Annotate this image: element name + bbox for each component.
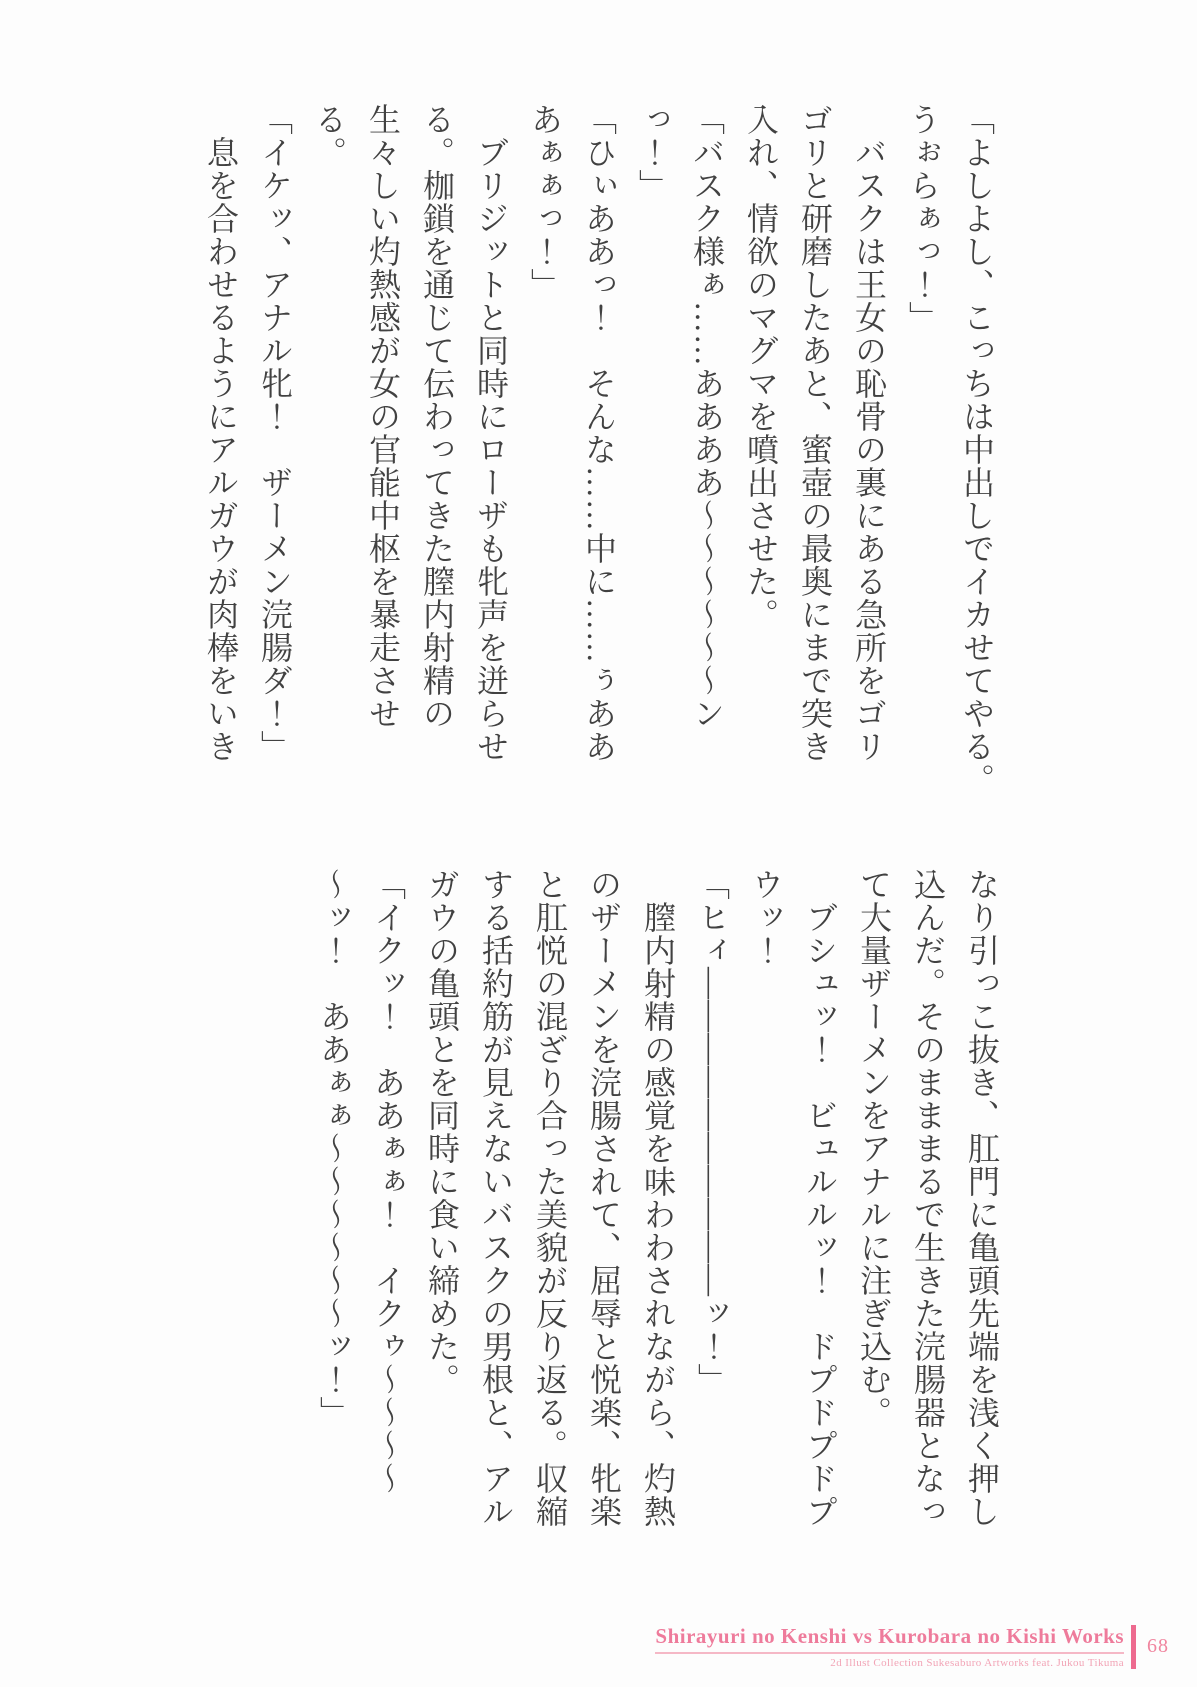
text-column: のザーメンを浣腸されて、屈辱と悦楽、牝楽: [586, 868, 622, 1528]
text-column: 息を合わせるようにアルガウが肉棒をいき: [203, 103, 239, 763]
text-column: 〜ッ！ ああぁぁ〜〜〜〜〜〜ッ！」: [316, 868, 352, 1429]
text-column: あぁぁっ！」: [527, 103, 563, 301]
text-column: 「イクッ！ ああぁぁ！ イクゥ〜〜〜〜: [370, 868, 406, 1495]
text-column: っ！」: [635, 103, 671, 202]
text-column: 膣内射精の感覚を味わわされながら、灼熱: [640, 868, 676, 1528]
footer-series-subtitle: 2d Illust Collection Sukesaburo Artworks feat. Jukou Tikuma: [830, 1657, 1124, 1669]
text-column: ガウの亀頭とを同時に食い締めた。: [424, 868, 460, 1396]
text-column: 込んだ。そのまままるで生きた浣腸器となっ: [910, 868, 946, 1528]
text-column: 「イケッ、アナル牝！ ザーメン浣腸ダ！」: [257, 103, 293, 763]
text-column: 「ひぃああっ！ そんな……中に……ぅああ: [581, 103, 617, 763]
text-column: て大量ザーメンをアナルに注ぎ込む。: [856, 868, 892, 1429]
text-block-bottom: [307, 868, 1009, 1568]
page-footer: [655, 1624, 1169, 1669]
text-column: る。枷鎖を通じて伝わってきた膣内射精の: [419, 103, 455, 730]
text-column: 「ヒィ――――――――――ッ！」: [694, 868, 730, 1396]
footer-titles: [655, 1624, 1124, 1669]
text-column: 生々しい灼熱感が女の官能中枢を暴走させ: [365, 103, 401, 730]
text-block-top: [194, 103, 1004, 803]
footer-divider-bar: [1131, 1625, 1136, 1669]
page-number: 68: [1147, 1635, 1169, 1657]
text-column: ゴリと研磨したあと、蜜壺の最奥にまで突き: [797, 103, 833, 763]
text-column: なり引っこ抜き、肛門に亀頭先端を浅く押し: [964, 868, 1000, 1528]
text-column: ウッ！: [748, 868, 784, 967]
text-column: ブリジットと同時にローザも牝声を迸らせ: [473, 103, 509, 763]
text-column: る。: [311, 103, 347, 169]
text-column: ブシュッ！ ビュルルッ！ ドプドプドプ: [802, 868, 838, 1528]
text-column: する括約筋が見えないバスクの男根と、アル: [478, 868, 514, 1528]
text-column: と肛悦の混ざり合った美貌が反り返る。収縮: [532, 868, 568, 1528]
text-column: 「バスク様ぁ……ああああ〜〜〜〜〜〜ン: [689, 103, 725, 730]
text-column: バスクは王女の恥骨の裏にある急所をゴリ: [851, 103, 887, 763]
text-column: うぉらぁっ！」: [905, 103, 941, 334]
text-column: 入れ、情欲のマグマを噴出させた。: [743, 103, 779, 631]
footer-series-title: Shirayuri no Kenshi vs Kurobara no Kishi Works: [655, 1624, 1124, 1654]
text-column: 「よしよし、こっちは中出しでイカせてやる。: [959, 103, 995, 796]
